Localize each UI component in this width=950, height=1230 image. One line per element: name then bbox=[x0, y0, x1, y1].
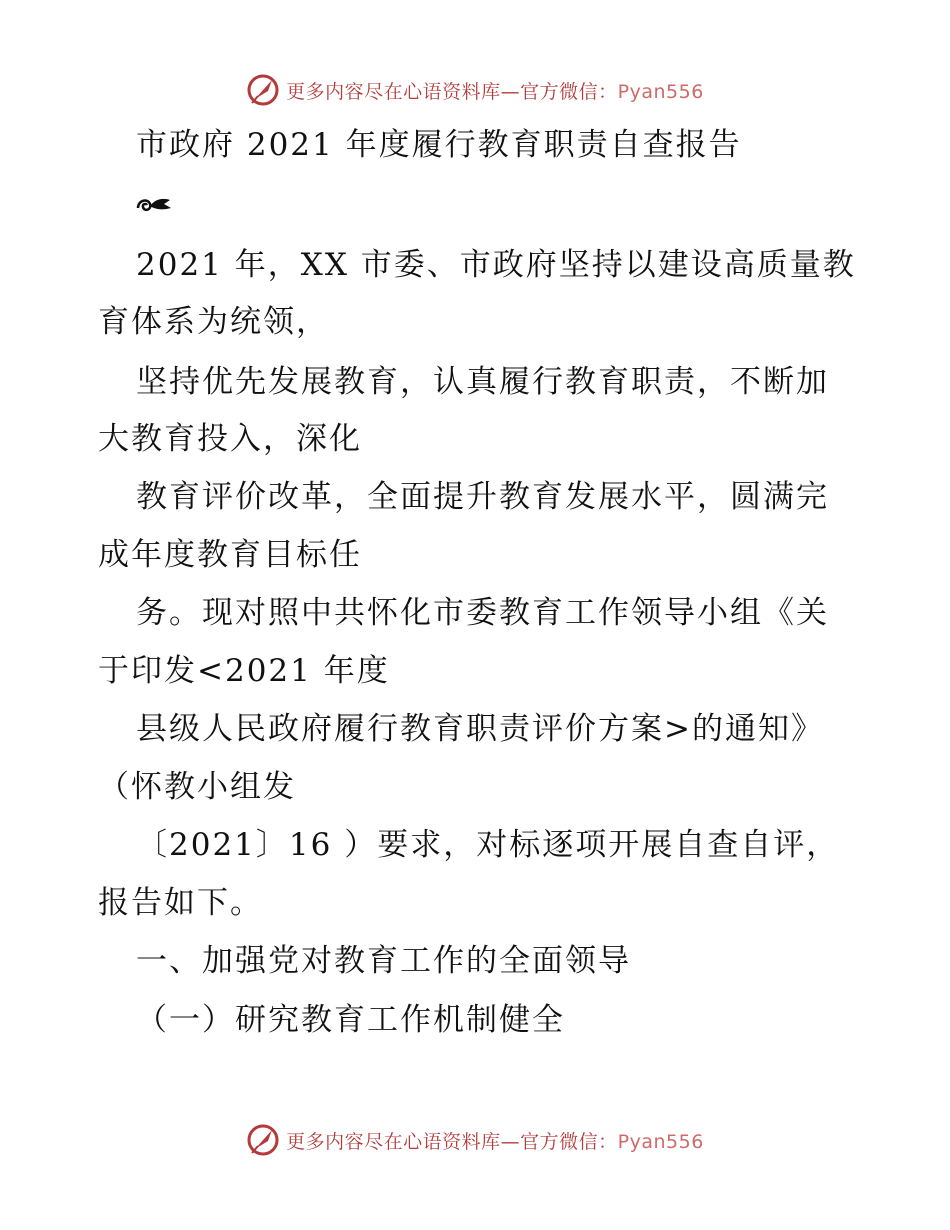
body-line: （怀教小组发 bbox=[98, 769, 296, 805]
subsection-heading: （一）研究教育工作机制健全 bbox=[136, 1002, 565, 1038]
body-line: 坚持优先发展教育，认真履行教育职责，不断加 bbox=[136, 364, 829, 400]
body-line: 于印发<2021 年度 bbox=[98, 653, 390, 689]
body-line: 育体系为统领， bbox=[98, 304, 329, 340]
watermark-text bbox=[286, 1127, 704, 1154]
quill-logo-icon bbox=[246, 73, 280, 107]
watermark-label: 更多内容尽在心语资料库—官方微信： bbox=[286, 80, 618, 103]
body-line: 〔2021〕16 ）要求，对标逐项开展自查自评， bbox=[136, 827, 840, 863]
fleuron-ornament-icon bbox=[134, 192, 174, 220]
watermark-id: Pyan556 bbox=[617, 80, 704, 103]
body-line: 县级人民政府履行教育职责评价方案>的通知》 bbox=[136, 711, 824, 747]
body-line: 务。现对照中共怀化市委教育工作领导小组《关 bbox=[136, 595, 829, 631]
watermark-id: Pyan556 bbox=[617, 1130, 704, 1153]
watermark-footer bbox=[0, 1123, 950, 1157]
body-line: 大教育投入，深化 bbox=[98, 421, 362, 457]
watermark-header bbox=[0, 73, 950, 107]
watermark-label: 更多内容尽在心语资料库—官方微信： bbox=[286, 1130, 618, 1153]
document-title: 市政府 2021 年度履行教育职责自查报告 bbox=[136, 127, 742, 163]
quill-logo-icon bbox=[246, 1123, 280, 1157]
body-line: 成年度教育目标任 bbox=[98, 537, 362, 573]
body-line: 教育评价改革，全面提升教育发展水平，圆满完 bbox=[136, 479, 829, 515]
body-line: 报告如下。 bbox=[98, 885, 263, 921]
body-line: 2021 年，XX 市委、市政府坚持以建设高质量教 bbox=[136, 247, 856, 283]
watermark-text bbox=[286, 77, 704, 104]
section-heading: 一、加强党对教育工作的全面领导 bbox=[136, 943, 631, 979]
